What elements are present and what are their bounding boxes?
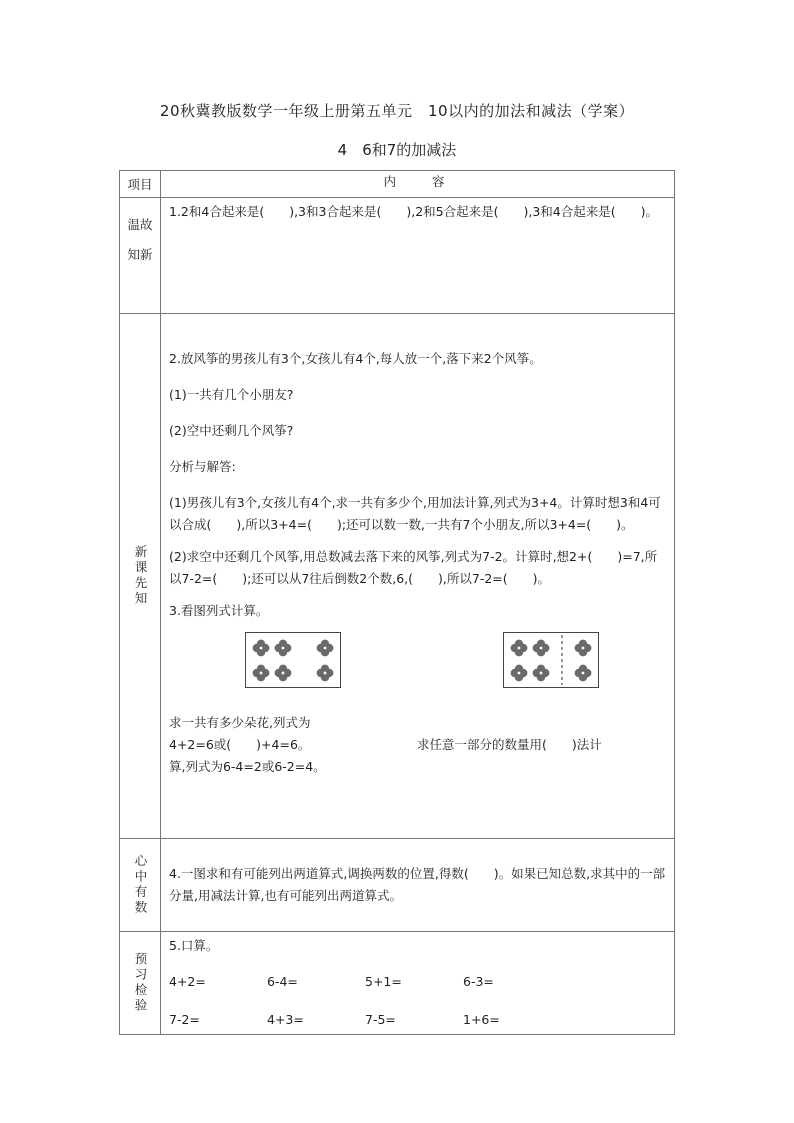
new-lesson-label-cell — [120, 314, 161, 839]
key-points-content — [161, 839, 675, 932]
preview-check-label-cell — [120, 932, 161, 1035]
fig-caption-3: 求任意一部分的数量用( )法计 — [417, 737, 602, 752]
flower-figure-left — [245, 632, 341, 688]
key-points-label-cell — [120, 839, 161, 932]
question-2-part-1: (1)一共有几个小朋友? — [169, 387, 294, 402]
answer-2: (2)求空中还剩几个风筝,用总数减去落下来的风筝,列式为7-2。计算时,想2+( )=7,所以7-2=( );还可以从7往后倒数2个数,6,( ),所以7-2=( )。 — [169, 549, 658, 586]
exercise-item: 7-5= — [365, 1012, 396, 1027]
question-2-part-2: (2)空中还剩几个风筝? — [169, 423, 294, 438]
flower-figure-right — [503, 632, 599, 688]
preview-check-content — [161, 932, 675, 1035]
flower-group-left — [246, 633, 340, 687]
oral-exercises — [169, 971, 666, 1031]
question-2: 2.放风筝的男孩儿有3个,女孩儿有4个,每人放一个,落下来2个风筝。 — [169, 351, 542, 366]
answer-1: (1)男孩儿有3个,女孩儿有4个,求一共有多少个,用加法计算,列式为3+4。计算时想3和4可以合成( ),所以3+4=( );还可以数一数,一共有7个小朋友,所以3+4=( )。 — [169, 495, 661, 532]
preview-check-row — [120, 932, 675, 1035]
review-content — [161, 198, 675, 314]
exercise-item: 1+6= — [463, 1012, 500, 1027]
lesson-subtitle: 4 6和7的加减法 — [337, 141, 457, 159]
key-points-row — [120, 839, 675, 932]
exercise-item: 5+1= — [365, 974, 402, 989]
flower-group-right — [504, 633, 598, 687]
exercise-item: 4+2= — [169, 974, 206, 989]
new-lesson-content — [161, 314, 675, 839]
review-label-b: 知新 — [127, 247, 153, 262]
header-content-cell: 内容 — [161, 171, 675, 198]
flower-figures — [169, 632, 666, 712]
header-item-cell: 项目 — [120, 171, 161, 198]
question-1: 1.2和4合起来是( ),3和3合起来是( ),2和5合起来是( ),3和4合起来是( )。 — [169, 204, 658, 219]
fig-caption-2: 4+2=6或( )+4=6。 — [169, 737, 311, 752]
exercise-item: 4+3= — [267, 1012, 304, 1027]
exercise-item: 6-4= — [267, 974, 298, 989]
review-label-a: 温故 — [127, 217, 153, 232]
exercise-item: 6-3= — [463, 974, 494, 989]
document-title: 20秋冀教版数学一年级上册第五单元 10以内的加法和减法（学案） — [159, 102, 635, 120]
figure-captions — [169, 712, 666, 776]
fig-caption-4: 算,列式为6-4=2或6-2=4。 — [169, 759, 326, 774]
analysis-heading: 分析与解答: — [169, 459, 236, 474]
review-row — [120, 198, 675, 314]
question-4: 4.一图求和有可能列出两道算式,调换两数的位置,得数( )。如果已知总数,求其中的一部分量,用减法计算,也有可能列出两道算式。 — [169, 866, 666, 903]
new-lesson-row — [120, 314, 675, 839]
exercise-item: 7-2= — [169, 1012, 200, 1027]
new-lesson-label: 新课先知 — [133, 545, 148, 607]
header-row — [120, 171, 675, 198]
preview-check-label: 预习检验 — [133, 952, 148, 1014]
review-label — [120, 198, 161, 314]
key-points-label: 心中有数 — [133, 854, 148, 916]
fig-caption-1: 求一共有多少朵花,列式为 — [169, 715, 311, 730]
worksheet-table — [119, 170, 675, 1035]
question-3: 3.看图列式计算。 — [169, 603, 269, 618]
question-5: 5.口算。 — [169, 938, 219, 953]
